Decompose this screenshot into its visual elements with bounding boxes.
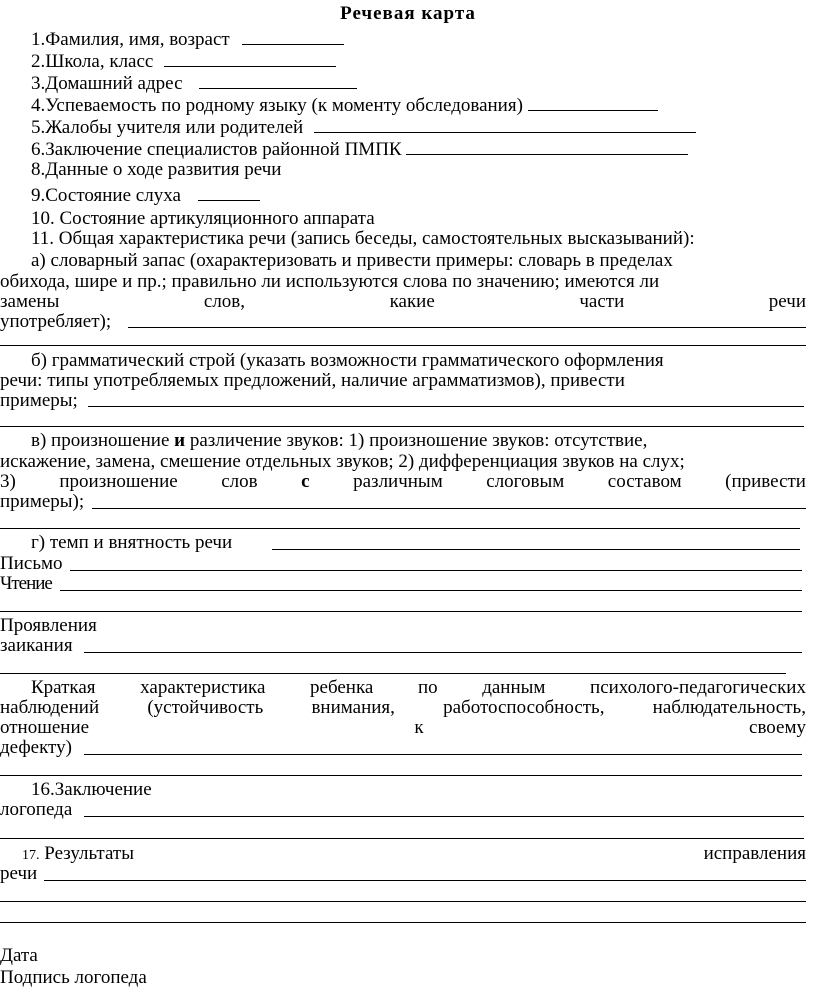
- brief-word: данным: [482, 677, 546, 698]
- section-v-answer-line[interactable]: [92, 508, 806, 509]
- item-8: 8.Данные о ходе развития речи: [31, 159, 282, 180]
- brief-answer-line[interactable]: [84, 754, 802, 755]
- item-4-label: 4.Успеваемость по родному языку (к моменту обследования): [31, 95, 523, 116]
- brief-word: наблюдений: [0, 697, 100, 718]
- section-v-word: составом: [607, 471, 682, 492]
- brief-word: работоспособность,: [443, 697, 605, 718]
- item-5: [31, 115, 696, 139]
- section-v-line-4: примеры);: [0, 491, 85, 512]
- section-v-text: различение звуков: 1) произношение звуков: отсутствие,: [189, 430, 648, 451]
- section-v-line-2: искажение, замена, смешение отдельных звуков; 2) дифференциация звуков на слух;: [0, 451, 685, 472]
- section-v-word: слов: [221, 471, 258, 492]
- page-title: Речевая карта: [340, 3, 476, 24]
- item-17-word: Результаты: [44, 843, 134, 864]
- section-v-bold: и: [174, 430, 186, 451]
- stutter-answer-line[interactable]: [0, 673, 786, 674]
- item-6-label: 6.Заключение специалистов районной ПМПК: [31, 139, 402, 160]
- writing-label: Письмо: [0, 553, 63, 574]
- section-a-word: замены: [0, 291, 60, 312]
- item-16-answer-line[interactable]: [0, 838, 804, 839]
- item-4-blank[interactable]: [528, 93, 658, 111]
- item-16-answer-line[interactable]: [84, 816, 804, 817]
- brief-word: Краткая: [31, 677, 96, 698]
- section-v-answer-line[interactable]: [0, 528, 800, 529]
- item-3-blank[interactable]: [199, 71, 357, 89]
- item-11: 11. Общая характеристика речи (запись беседы, самостоятельных высказываний):: [31, 228, 695, 249]
- section-v-line-3: [0, 471, 806, 493]
- section-a-word: части: [579, 291, 625, 312]
- item-4: [31, 93, 658, 117]
- section-a-word: какие: [389, 291, 435, 312]
- date-label: Дата: [0, 945, 38, 966]
- item-3-label: 3.Домашний адрес: [31, 73, 183, 94]
- item-1-label: 1.Фамилия, имя, возраст: [31, 29, 230, 50]
- section-a-word: речи: [768, 291, 806, 312]
- item-6: [31, 137, 688, 161]
- item-17-title: [22, 843, 134, 867]
- stutter-label-2: заикания: [0, 635, 73, 656]
- item-3: [31, 71, 357, 95]
- item-2-blank[interactable]: [164, 49, 336, 67]
- item-10: 10. Состояние артикуляционного аппарата: [31, 208, 375, 229]
- writing-answer-line[interactable]: [70, 570, 802, 571]
- brief-word: внимания,: [311, 697, 395, 718]
- item-16-label-2: логопеда: [0, 799, 73, 820]
- brief-word: отношение: [0, 717, 90, 738]
- brief-word: к: [414, 717, 424, 738]
- item-16-label-1: 16.Заключение: [31, 779, 152, 800]
- section-v-word: 3): [0, 471, 16, 492]
- brief-answer-line[interactable]: [0, 775, 802, 776]
- brief-word: по: [417, 677, 438, 698]
- section-g-answer-line[interactable]: [272, 549, 800, 550]
- brief-word: своему: [749, 717, 806, 738]
- section-v-word: различным: [353, 471, 443, 492]
- item-17-answer-line[interactable]: [0, 922, 806, 923]
- section-a-word: слов,: [203, 291, 246, 312]
- item-5-blank[interactable]: [314, 115, 696, 133]
- item-5-label: 5.Жалобы учителя или родителей: [31, 117, 304, 138]
- section-v-word: с: [301, 471, 310, 492]
- section-v-text: в) произношение: [31, 430, 170, 451]
- section-b-answer-line[interactable]: [0, 426, 804, 427]
- brief-line-1: [31, 677, 806, 699]
- section-v-line-1: [31, 430, 647, 452]
- item-1-blank[interactable]: [242, 27, 344, 45]
- signature-label: Подпись логопеда: [0, 967, 147, 988]
- item-9-label: 9.Состояние слуха: [31, 185, 181, 206]
- item-17-answer-line[interactable]: [0, 901, 806, 902]
- section-v-word: слоговым: [486, 471, 565, 492]
- item-9: [31, 183, 260, 207]
- section-a-line-1: а) словарный запас (охарактеризовать и привести примеры: словарь в пределах: [31, 250, 673, 271]
- brief-word: психолого-педагогических: [590, 677, 806, 698]
- item-17-number: 17.: [22, 848, 40, 863]
- section-a-line-3: [0, 291, 806, 313]
- item-2-label: 2.Школа, класс: [31, 51, 154, 72]
- section-b-answer-line[interactable]: [88, 406, 804, 407]
- brief-word: (устойчивость: [147, 697, 264, 718]
- reading-label: Чтение: [0, 573, 52, 594]
- section-v-word: произношение: [59, 471, 178, 492]
- section-v-word: (привести: [725, 471, 806, 492]
- item-17-word: исправления: [703, 843, 806, 864]
- item-1: [31, 27, 344, 51]
- section-a-answer-line[interactable]: [128, 327, 806, 328]
- reading-answer-line[interactable]: [0, 611, 802, 612]
- item-17-answer-line[interactable]: [44, 880, 806, 881]
- brief-line-2: [0, 697, 806, 719]
- stutter-label-1: Проявления: [0, 615, 97, 636]
- section-b-line-2: речи: типы употребляемых предложений, наличие аграмматизмов), привести: [0, 370, 625, 391]
- item-17-line-1: [22, 843, 806, 867]
- brief-word: ребенка: [310, 677, 374, 698]
- section-a-line-4: [0, 311, 111, 333]
- reading-answer-line[interactable]: [60, 590, 802, 591]
- item-9-blank[interactable]: [198, 183, 260, 201]
- section-a-line-2: обихода, шире и пр.; правильно ли используются слова по значению; имеются ли: [0, 271, 660, 292]
- brief-line-3: [0, 717, 806, 739]
- brief-word: характеристика: [140, 677, 266, 698]
- section-a-answer-line[interactable]: [0, 345, 806, 346]
- section-a-label: употребляет);: [0, 311, 112, 332]
- section-b-line-1: б) грамматический строй (указать возможности грамматического оформления: [31, 350, 664, 371]
- brief-word: наблюдательность,: [652, 697, 806, 718]
- section-g-line-1: г) темп и внятность речи: [31, 532, 233, 553]
- item-6-blank[interactable]: [406, 137, 688, 155]
- item-17-label-2: речи: [0, 863, 38, 884]
- item-2: [31, 49, 336, 73]
- section-b-line-3: примеры;: [0, 390, 78, 411]
- stutter-answer-line[interactable]: [84, 652, 802, 653]
- brief-line-4: дефекту): [0, 737, 72, 758]
